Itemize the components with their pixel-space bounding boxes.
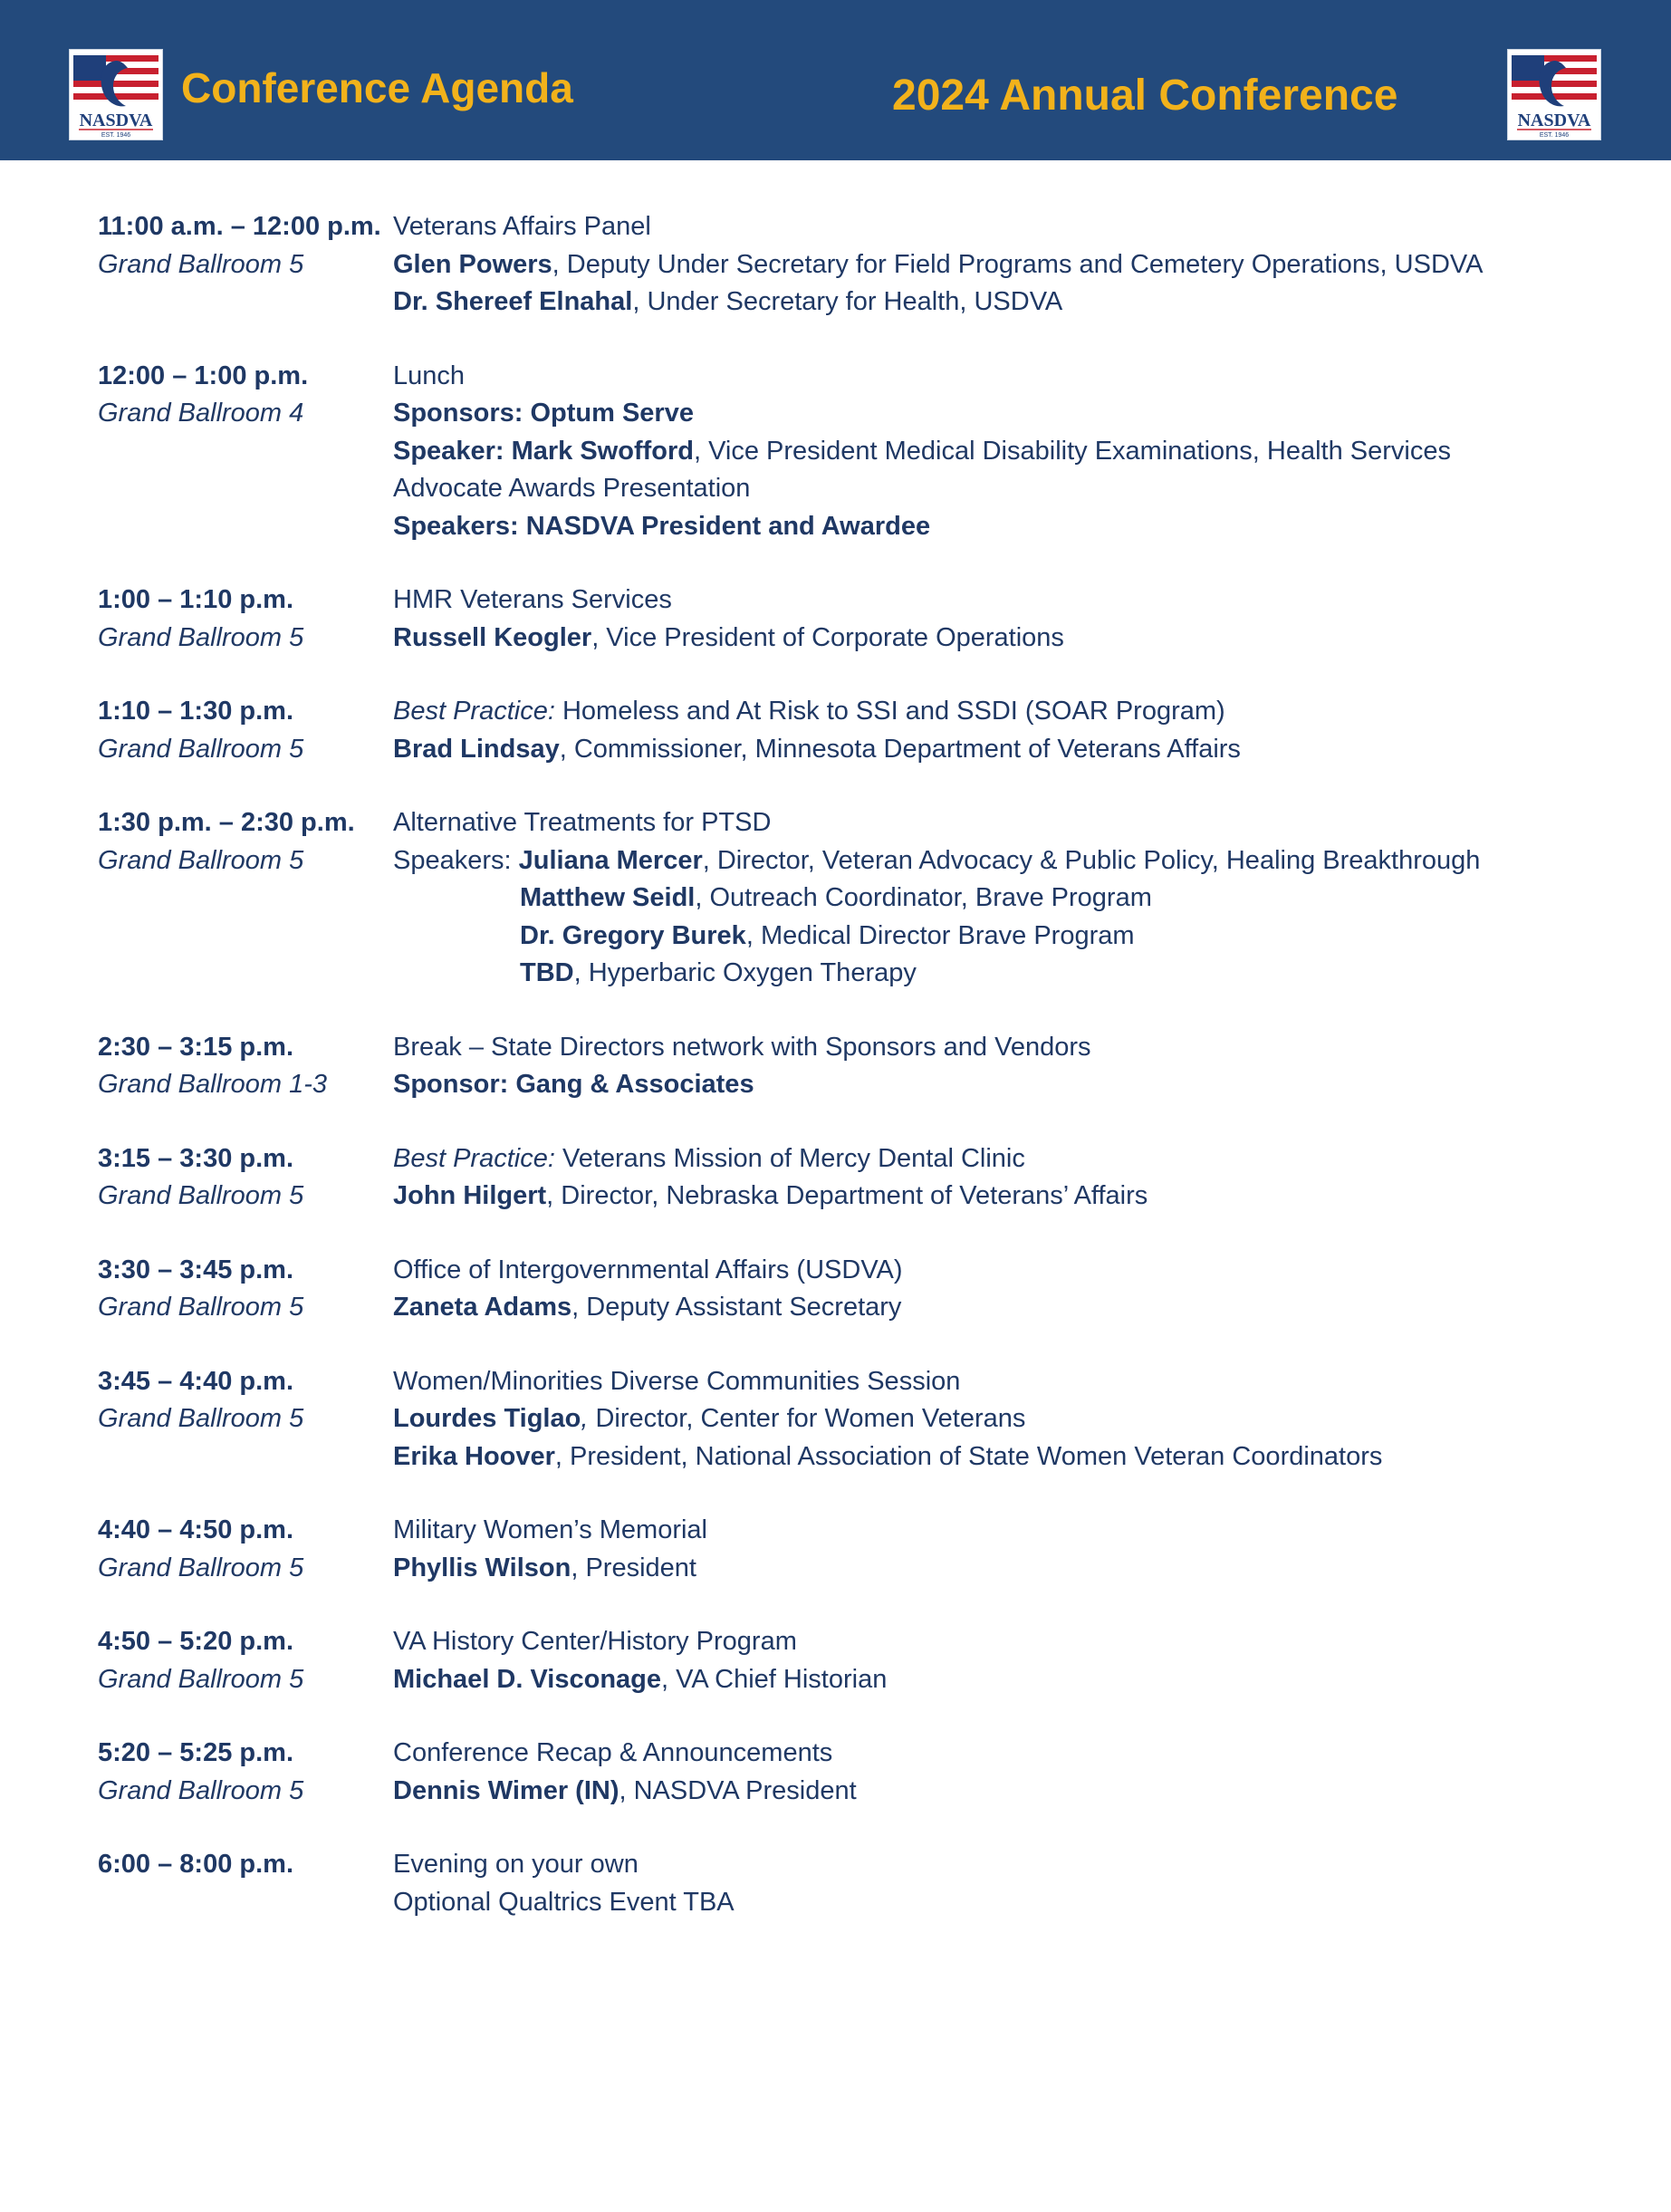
best-practice-label: Best Practice:	[393, 697, 555, 726]
session-time: 3:15 – 3:30 p.m.	[98, 1143, 293, 1173]
svg-text:EST. 1946: EST. 1946	[101, 132, 131, 139]
speaker-role: , VA Chief Historian	[661, 1664, 888, 1694]
speaker-line	[393, 246, 1601, 284]
speaker-name: Speaker: Mark Swofford	[393, 436, 694, 466]
agenda-session	[98, 1363, 1601, 1476]
session-room: Grand Ballroom 5	[98, 622, 304, 652]
best-practice-label: Best Practice:	[393, 1143, 555, 1173]
speaker-role: , Commissioner, Minnesota Department of Veterans Affairs	[559, 734, 1241, 764]
page-title: Conference Agenda	[181, 64, 573, 111]
speaker-line	[393, 842, 1601, 880]
speaker-name: John Hilgert	[393, 1181, 547, 1210]
session-time: 1:10 – 1:30 p.m.	[98, 697, 293, 726]
speaker-name: Dennis Wimer (IN)	[393, 1775, 619, 1805]
session-room: Grand Ballroom 5	[98, 845, 304, 875]
agenda-session	[98, 804, 1601, 993]
session-title: Lunch	[393, 361, 466, 390]
agenda-list	[98, 208, 1601, 1957]
session-room: Grand Ballroom 5	[98, 1664, 304, 1694]
agenda-session	[98, 1846, 1601, 1921]
session-room: Grand Ballroom 5	[98, 1181, 304, 1210]
speaker-line	[393, 918, 1601, 956]
speaker-line	[393, 1438, 1601, 1476]
speaker-role: , Director, Nebraska Department of Veterans’ Affairs	[546, 1181, 1148, 1210]
svg-text:NASDVA: NASDVA	[1517, 111, 1591, 130]
session-time: 4:50 – 5:20 p.m.	[98, 1627, 293, 1656]
speaker-role: , Deputy Assistant Secretary	[571, 1293, 902, 1322]
agenda-session	[98, 1512, 1601, 1587]
speaker-line	[393, 731, 1601, 769]
session-room: Grand Ballroom 5	[98, 249, 304, 279]
speakers-label: Speakers:	[393, 845, 519, 875]
agenda-session	[98, 582, 1601, 657]
speaker-role: Director, Center for Women Veterans	[588, 1404, 1026, 1433]
speaker-line	[393, 433, 1601, 471]
agenda-session	[98, 1735, 1601, 1810]
speaker-role: , Vice President Medical Disability Examinations, Health Services	[693, 436, 1451, 466]
speaker-line	[393, 1178, 1601, 1216]
speaker-line	[393, 1550, 1601, 1588]
sponsor-line: Sponsor: Gang & Associates	[393, 1070, 754, 1099]
session-title: Evening on your own	[393, 1850, 639, 1879]
speaker-role: , Medical Director Brave Program	[745, 920, 1135, 950]
nasdva-logo-right	[1507, 49, 1601, 140]
speaker-name: Zaneta Adams	[393, 1293, 572, 1322]
session-room: Grand Ballroom 1-3	[98, 1070, 328, 1099]
agenda-session	[98, 358, 1601, 546]
agenda-session	[98, 1252, 1601, 1327]
speaker-role: , Under Secretary for Health, USDVA	[632, 287, 1063, 316]
agenda-session	[98, 693, 1601, 768]
speakers-line: Speakers: NASDVA President and Awardee	[393, 511, 931, 541]
speaker-role: , President, National Association of State Women Veteran Coordinators	[554, 1441, 1383, 1471]
speaker-name: Russell Keogler	[393, 622, 592, 652]
header-banner	[0, 0, 1671, 160]
session-room: Grand Ballroom 4	[98, 399, 304, 428]
speaker-line	[393, 880, 1601, 918]
speaker-name: TBD	[520, 958, 574, 987]
awards-line: Advocate Awards Presentation	[393, 474, 751, 503]
session-room: Grand Ballroom 5	[98, 1553, 304, 1582]
session-room: Grand Ballroom 5	[98, 1293, 304, 1322]
speaker-line	[393, 1773, 1601, 1811]
speaker-line	[393, 955, 1601, 993]
session-time: 1:30 p.m. – 2:30 p.m.	[98, 808, 355, 837]
session-note: Optional Qualtrics Event TBA	[393, 1887, 735, 1917]
speaker-role: , NASDVA President	[619, 1775, 857, 1805]
agenda-session	[98, 208, 1601, 322]
session-time: 11:00 a.m. – 12:00 p.m.	[98, 212, 381, 241]
session-title: Break – State Directors network with Sponsors and Vendors	[393, 1032, 1091, 1062]
speaker-name: Dr. Shereef Elnahal	[393, 287, 633, 316]
session-title: Office of Intergovernmental Affairs (USDVA)	[393, 1255, 903, 1284]
speaker-line: Lourdes Tiglao, Director, Center for Women Veterans	[393, 1404, 1026, 1433]
speaker-role: , Vice President of Corporate Operations	[591, 622, 1064, 652]
speaker-name: Brad Lindsay	[393, 734, 560, 764]
session-title: Conference Recap & Announcements	[393, 1738, 833, 1767]
speaker-name: Lourdes Tiglao	[393, 1404, 581, 1433]
speaker-line	[393, 620, 1601, 658]
speaker-name: Juliana Mercer	[518, 845, 703, 875]
session-room: Grand Ballroom 5	[98, 1404, 304, 1433]
speaker-role: , President	[571, 1553, 696, 1582]
sponsors-line: Sponsors: Optum Serve	[393, 399, 694, 428]
agenda-session	[98, 1140, 1601, 1216]
session-title: Best Practice: Homeless and At Risk to SSI and SSDI (SOAR Program)	[393, 697, 1225, 726]
session-title: Best Practice: Veterans Mission of Mercy Dental Clinic	[393, 1143, 1025, 1173]
session-title: Military Women’s Memorial	[393, 1515, 707, 1544]
session-title: VA History Center/History Program	[393, 1627, 797, 1656]
speaker-name: Glen Powers	[393, 249, 552, 279]
svg-text:EST. 1946: EST. 1946	[1539, 132, 1570, 139]
session-time: 4:40 – 4:50 p.m.	[98, 1515, 293, 1544]
speaker-line	[393, 1661, 1601, 1699]
session-title: Women/Minorities Diverse Communities Session	[393, 1366, 961, 1396]
session-room: Grand Ballroom 5	[98, 1775, 304, 1805]
speaker-role: , Director, Veteran Advocacy & Public Policy, Healing Breakthrough	[702, 845, 1481, 875]
agenda-session	[98, 1623, 1601, 1698]
speaker-role: , Hyperbaric Oxygen Therapy	[573, 958, 917, 987]
nasdva-logo-left	[69, 49, 163, 140]
speaker-name: Matthew Seidl	[520, 883, 696, 912]
session-title: Veterans Affairs Panel	[393, 212, 651, 241]
session-title: HMR Veterans Services	[393, 585, 672, 614]
session-time: 6:00 – 8:00 p.m.	[98, 1850, 293, 1879]
session-time: 1:00 – 1:10 p.m.	[98, 585, 293, 614]
speaker-line	[393, 1289, 1601, 1327]
speaker-name: Michael D. Visconage	[393, 1664, 662, 1694]
session-time: 12:00 – 1:00 p.m.	[98, 361, 309, 390]
speaker-name: Dr. Gregory Burek	[520, 920, 746, 950]
conference-title: 2024 Annual Conference	[892, 72, 1398, 120]
speaker-name: Erika Hoover	[393, 1441, 555, 1471]
session-time: 3:30 – 3:45 p.m.	[98, 1255, 293, 1284]
speaker-role: , Outreach Coordinator, Brave Program	[695, 883, 1152, 912]
speaker-name: Phyllis Wilson	[393, 1553, 571, 1582]
agenda-session	[98, 1029, 1601, 1104]
session-time: 3:45 – 4:40 p.m.	[98, 1366, 293, 1396]
session-title: Alternative Treatments for PTSD	[393, 808, 772, 837]
speaker-line	[393, 284, 1601, 322]
speaker-role: , Deputy Under Secretary for Field Programs and Cemetery Operations, USDVA	[552, 249, 1484, 279]
session-time: 2:30 – 3:15 p.m.	[98, 1032, 293, 1062]
svg-text:NASDVA: NASDVA	[79, 111, 153, 130]
session-room: Grand Ballroom 5	[98, 734, 304, 764]
session-time: 5:20 – 5:25 p.m.	[98, 1738, 293, 1767]
